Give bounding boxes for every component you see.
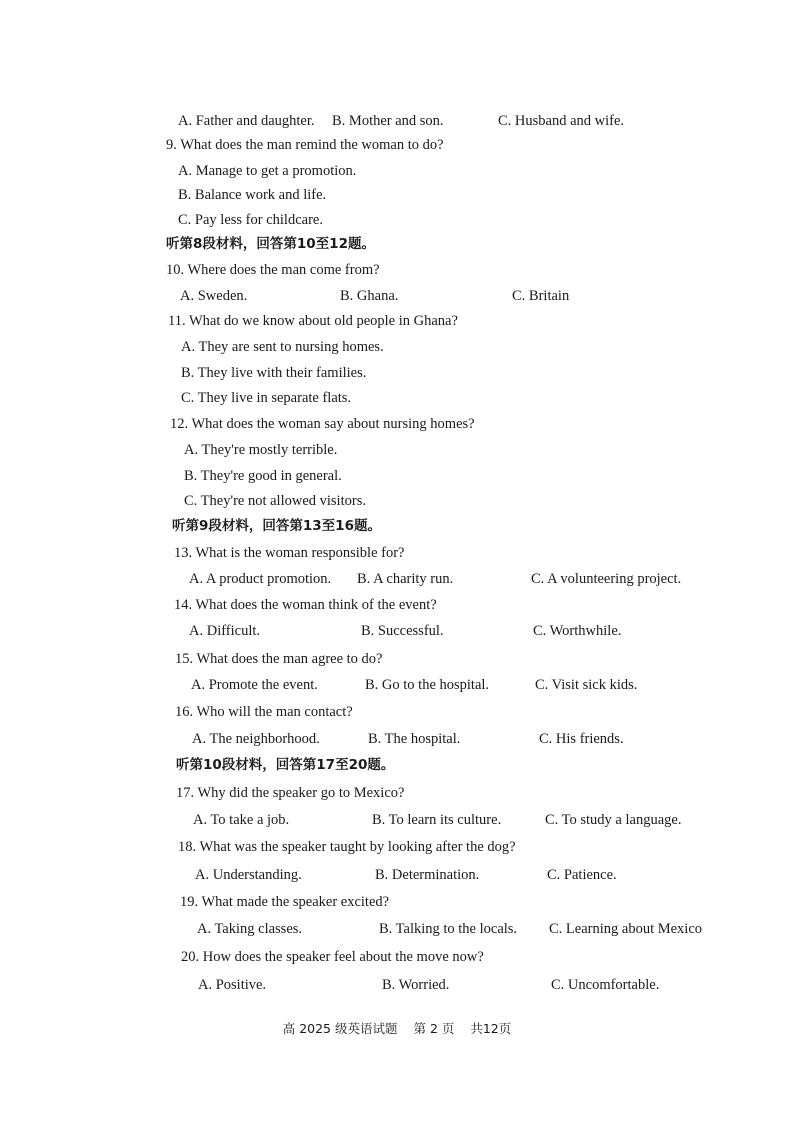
q17-option-a: A. To take a job. xyxy=(193,812,290,828)
q14-option-b: B. Successful. xyxy=(361,623,444,639)
q14-option-c: C. Worthwhile. xyxy=(533,623,622,639)
q17-question: 17. Why did the speaker go to Mexico? xyxy=(176,785,405,801)
q18-option-a: A. Understanding. xyxy=(195,867,302,883)
q19-option-b: B. Talking to the locals. xyxy=(379,921,518,937)
q11-option-c: C. They live in separate flats. xyxy=(181,390,352,406)
q10-option-b: B. Ghana. xyxy=(340,288,399,304)
q20-option-a: A. Positive. xyxy=(198,977,267,993)
q20-option-c: C. Uncomfortable. xyxy=(551,977,660,993)
q15-option-a: A. Promote the event. xyxy=(191,677,318,693)
q17-option-c: C. To study a language. xyxy=(545,812,682,828)
footer-exam-title: 高 2025 级英语试题 xyxy=(282,1021,398,1036)
section-10-heading: 听第10段材料，回答第17至20题。 xyxy=(176,757,395,773)
q19-option-a: A. Taking classes. xyxy=(197,921,303,937)
q10-question: 10. Where does the man come from? xyxy=(166,262,380,278)
q17-option-b: B. To learn its culture. xyxy=(372,812,502,828)
q12-option-b: B. They're good in general. xyxy=(184,468,342,484)
q13-option-a: A. A product promotion. xyxy=(189,571,332,587)
q10-option-a: A. Sweden. xyxy=(180,288,248,304)
section-8-heading: 听第8段材料，回答第10至12题。 xyxy=(166,236,375,252)
q19-option-c: C. Learning about Mexico xyxy=(549,921,703,937)
footer-total-pages: 共12页 xyxy=(470,1021,512,1036)
q16-option-b: B. The hospital. xyxy=(368,731,461,747)
footer-page-number: 第 2 页 xyxy=(413,1021,455,1036)
q19-question: 19. What made the speaker excited? xyxy=(180,894,390,910)
q18-option-b: B. Determination. xyxy=(375,867,480,883)
q8-option-c: C. Husband and wife. xyxy=(498,113,625,129)
q12-question: 12. What does the woman say about nursing homes? xyxy=(170,416,475,432)
q10-option-c: C. Britain xyxy=(512,288,570,304)
q12-option-a: A. They're mostly terrible. xyxy=(184,442,338,458)
q9-question: 9. What does the man remind the woman to do? xyxy=(166,137,444,153)
q15-option-c: C. Visit sick kids. xyxy=(535,677,638,693)
section-9-heading: 听第9段材料，回答第13至16题。 xyxy=(172,518,381,534)
page-footer xyxy=(0,1019,794,1037)
q11-question: 11. What do we know about old people in Ghana? xyxy=(168,313,458,329)
q16-option-a: A. The neighborhood. xyxy=(192,731,320,747)
q16-question: 16. Who will the man contact? xyxy=(175,704,353,720)
q18-option-c: C. Patience. xyxy=(547,867,617,883)
q14-option-a: A. Difficult. xyxy=(189,623,261,639)
q9-option-a: A. Manage to get a promotion. xyxy=(178,163,357,179)
q18-question: 18. What was the speaker taught by looking after the dog? xyxy=(178,839,516,855)
q20-question: 20. How does the speaker feel about the move now? xyxy=(181,949,484,965)
q13-option-b: B. A charity run. xyxy=(357,571,454,587)
q14-question: 14. What does the woman think of the event? xyxy=(174,597,437,613)
q15-question: 15. What does the man agree to do? xyxy=(175,651,383,667)
q15-option-b: B. Go to the hospital. xyxy=(365,677,490,693)
q20-option-b: B. Worried. xyxy=(382,977,450,993)
q13-question: 13. What is the woman responsible for? xyxy=(174,545,405,561)
q13-option-c: C. A volunteering project. xyxy=(531,571,682,587)
q11-option-b: B. They live with their families. xyxy=(181,365,367,381)
q9-option-b: B. Balance work and life. xyxy=(178,187,327,203)
q8-option-b: B. Mother and son. xyxy=(332,113,444,129)
q16-option-c: C. His friends. xyxy=(539,731,624,747)
q9-option-c: C. Pay less for childcare. xyxy=(178,212,323,228)
q12-option-c: C. They're not allowed visitors. xyxy=(184,493,366,509)
q8-option-a: A. Father and daughter. xyxy=(178,113,315,129)
q11-option-a: A. They are sent to nursing homes. xyxy=(181,339,384,355)
